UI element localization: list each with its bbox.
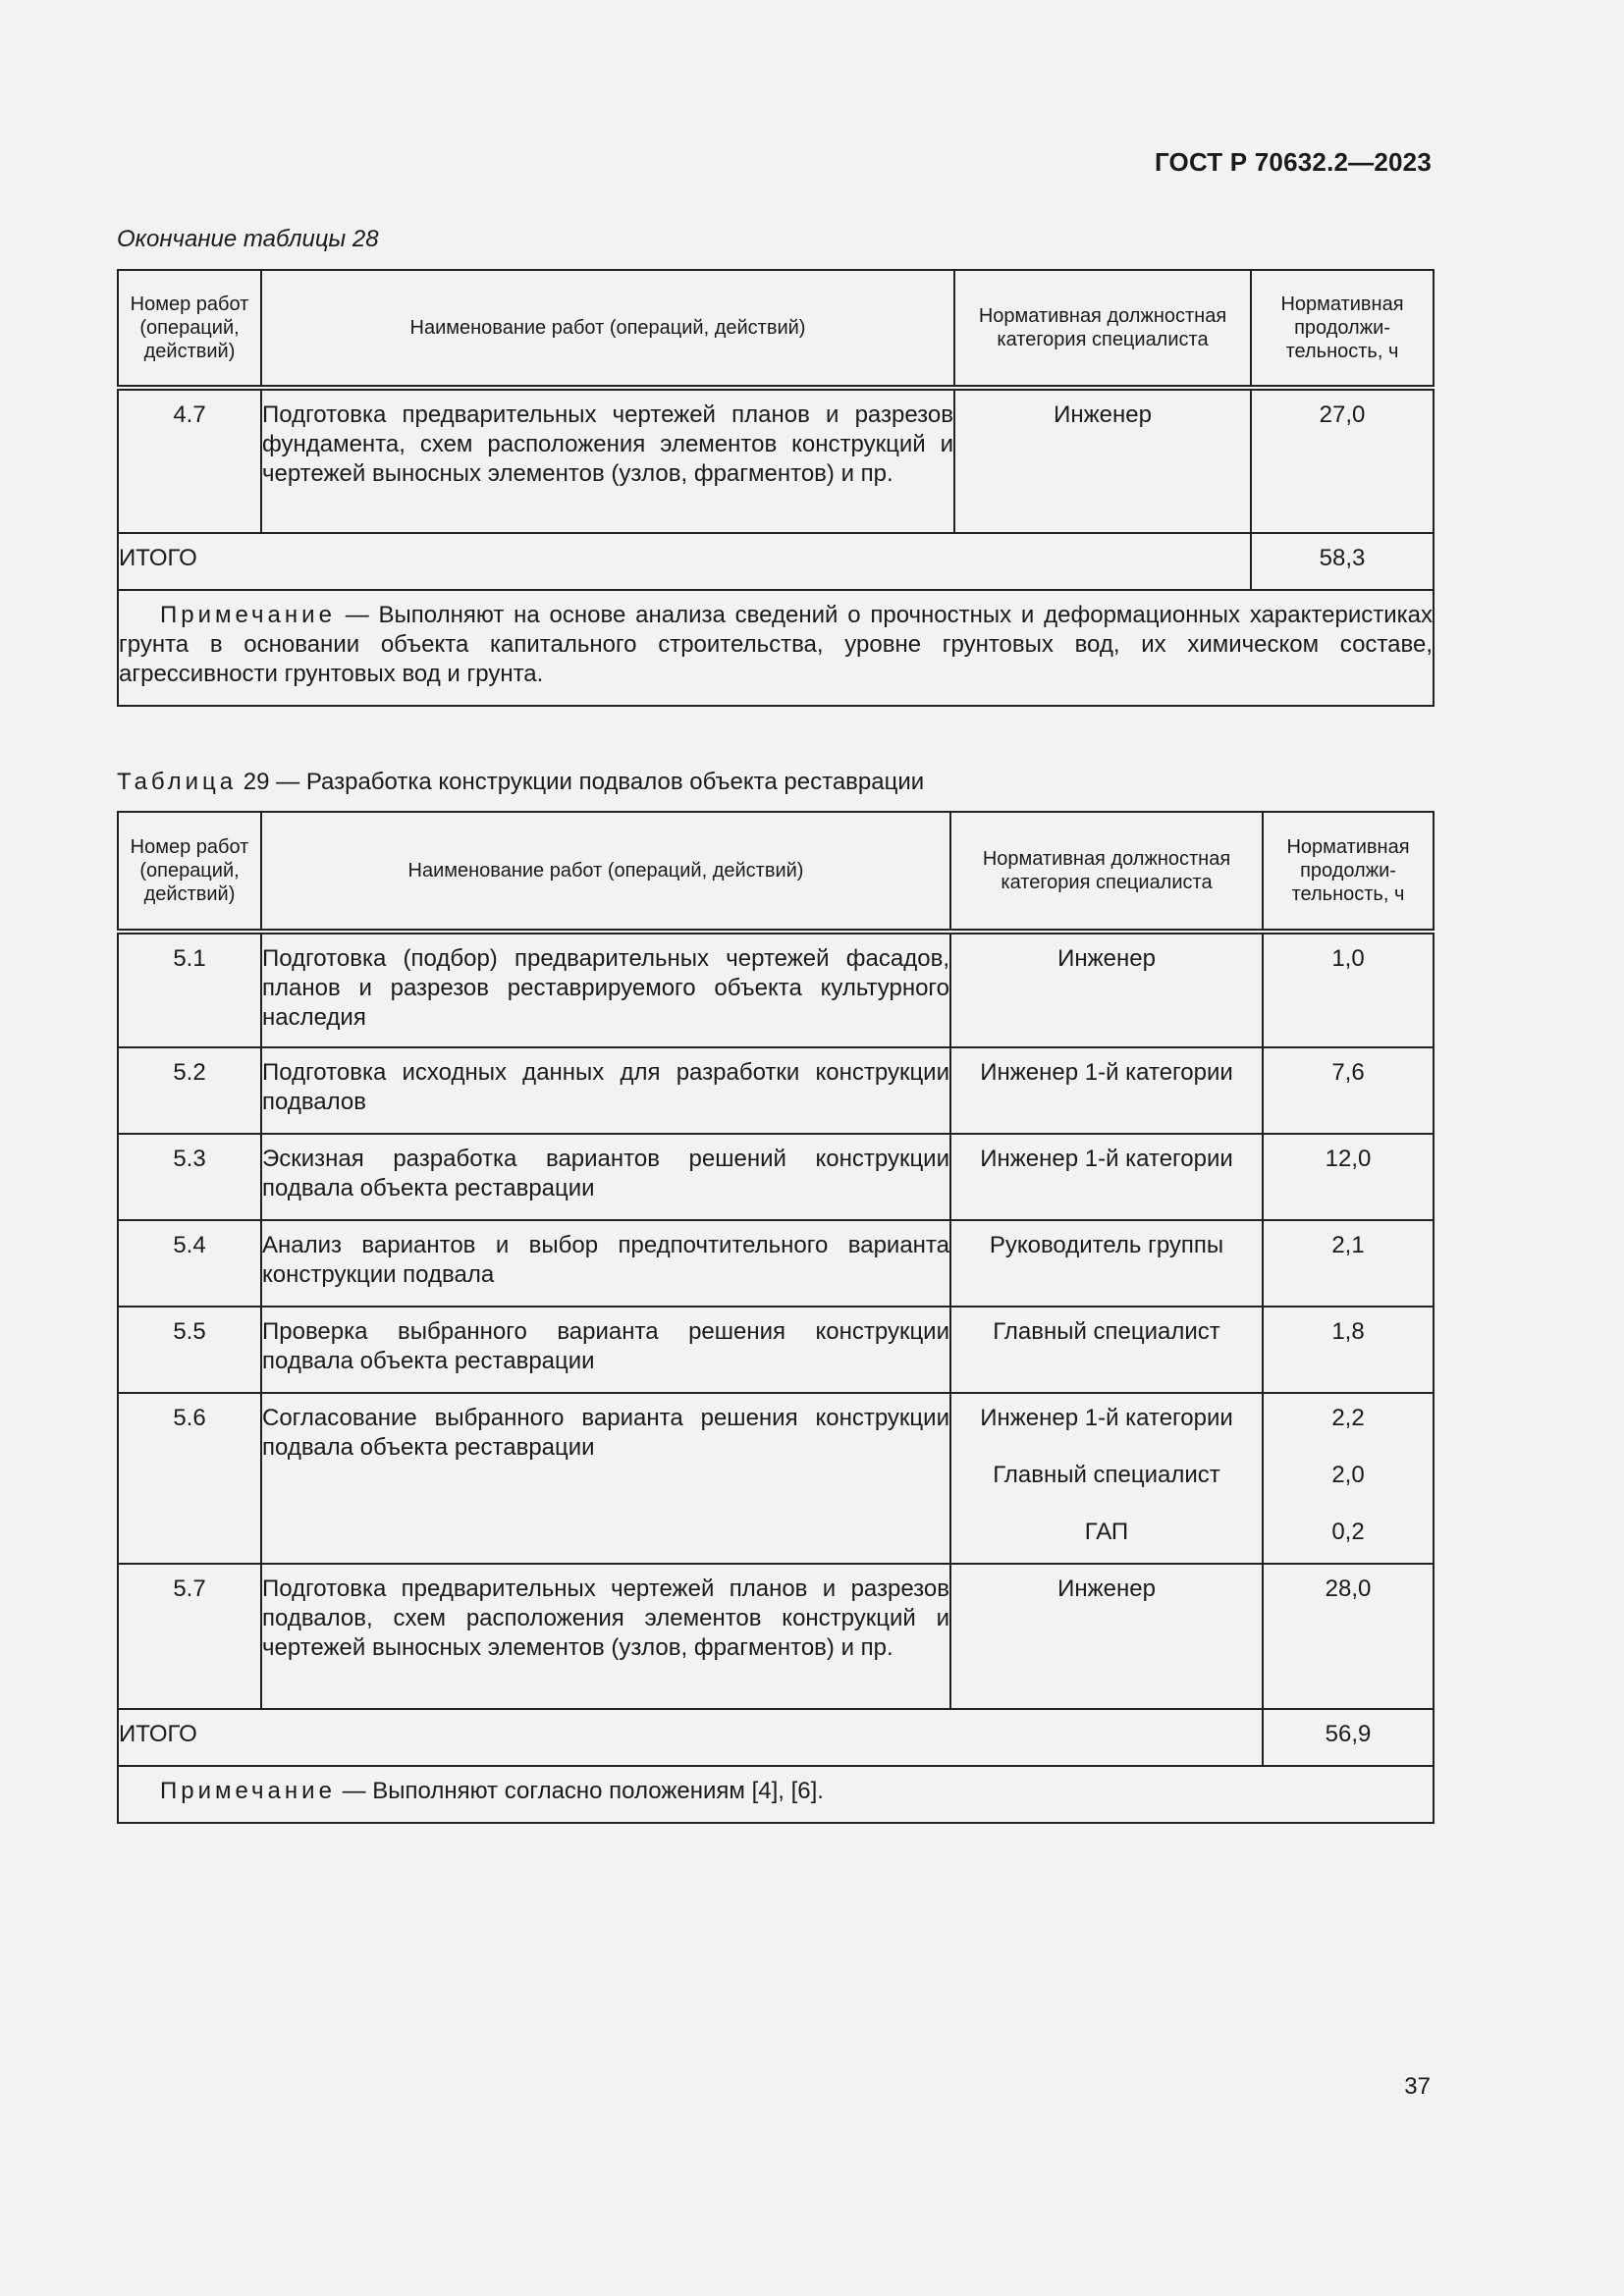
table-29-caption-word: Таблица — [117, 769, 238, 795]
table-row — [118, 1564, 1434, 1709]
total-label: ИТОГО — [118, 1709, 1263, 1766]
specialist-category: Главный специалист — [993, 1462, 1220, 1488]
total-value: 56,9 — [1263, 1709, 1434, 1766]
table-row — [118, 932, 1434, 1047]
column-header-duration: Нормативная продолжи-тельность, ч — [1263, 812, 1434, 932]
column-header-category: Нормативная должностная категория специалиста — [950, 812, 1263, 932]
specialist-category: Главный специалист — [950, 1307, 1263, 1393]
specialist-category: Руководитель группы — [950, 1220, 1263, 1307]
work-number: 4.7 — [118, 388, 261, 533]
document-designation: ГОСТ Р 70632.2—2023 — [1154, 147, 1432, 177]
work-duration: 28,0 — [1263, 1564, 1434, 1709]
column-header-number: Номер работ (операций, действий) — [118, 270, 261, 388]
column-header-category: Нормативная должностная категория специалиста — [954, 270, 1251, 388]
table-row — [118, 1047, 1434, 1134]
table-row — [118, 1393, 1434, 1564]
work-number: 5.1 — [118, 932, 261, 1047]
work-duration: 2,0 — [1331, 1462, 1365, 1488]
note-label: Примечание — [160, 602, 336, 628]
table-row — [118, 388, 1434, 533]
specialist-category: Инженер — [954, 388, 1251, 533]
note-row — [118, 1766, 1434, 1823]
specialist-category-list — [950, 1393, 1263, 1564]
specialist-category: Инженер 1-й категории — [980, 1405, 1233, 1431]
table-29-caption-title: 29 — Разработка конструкции подвалов объекта реставрации — [243, 769, 925, 795]
work-number: 5.4 — [118, 1220, 261, 1307]
note-label: Примечание — [160, 1778, 336, 1804]
work-duration-list — [1263, 1393, 1434, 1564]
work-duration: 7,6 — [1263, 1047, 1434, 1134]
work-name: Эскизная разработка вариантов решений конструкции подвала объекта реставрации — [261, 1134, 950, 1220]
specialist-category: Инженер — [950, 1564, 1263, 1709]
work-number: 5.6 — [118, 1393, 261, 1564]
column-header-name: Наименование работ (операций, действий) — [261, 812, 950, 932]
table-row — [118, 1307, 1434, 1393]
table-note — [118, 1766, 1434, 1823]
work-name: Проверка выбранного варианта решения конструкции подвала объекта реставрации — [261, 1307, 950, 1393]
table-28-continuation-caption: Окончание таблицы 28 — [117, 226, 379, 252]
column-header-number: Номер работ (операций, действий) — [118, 812, 261, 932]
table-row — [118, 1134, 1434, 1220]
note-row — [118, 590, 1434, 706]
table-29-caption — [117, 769, 924, 796]
work-duration: 12,0 — [1263, 1134, 1434, 1220]
table-note — [118, 590, 1434, 706]
specialist-category: Инженер 1-й категории — [950, 1047, 1263, 1134]
work-number: 5.2 — [118, 1047, 261, 1134]
work-duration: 27,0 — [1251, 388, 1434, 533]
total-row — [118, 1709, 1434, 1766]
specialist-category: Инженер 1-й категории — [950, 1134, 1263, 1220]
page-number: 37 — [1404, 2073, 1431, 2100]
work-duration: 2,1 — [1263, 1220, 1434, 1307]
work-name: Подготовка предварительных чертежей планов и разрезов фундамента, схем расположения элементов конструкций и чертежей выносных элементов (узлов, фрагментов) и пр. — [261, 388, 954, 533]
work-number: 5.3 — [118, 1134, 261, 1220]
specialist-category: Инженер — [950, 932, 1263, 1047]
work-name: Анализ вариантов и выбор предпочтительного варианта конструкции подвала — [261, 1220, 950, 1307]
total-label: ИТОГО — [118, 533, 1251, 590]
work-duration: 1,0 — [1263, 932, 1434, 1047]
work-duration: 2,2 — [1331, 1405, 1365, 1431]
total-row — [118, 533, 1434, 590]
work-name: Подготовка (подбор) предварительных чертежей фасадов, планов и разрезов реставрируемого объекта культурного наследия — [261, 932, 950, 1047]
work-name: Согласование выбранного варианта решения конструкции подвала объекта реставрации — [261, 1393, 950, 1564]
table-28 — [117, 269, 1435, 707]
specialist-category: ГАП — [1084, 1519, 1129, 1545]
table-row — [118, 1220, 1434, 1307]
work-duration: 1,8 — [1263, 1307, 1434, 1393]
column-header-duration: Нормативная продолжи-тельность, ч — [1251, 270, 1434, 388]
work-number: 5.7 — [118, 1564, 261, 1709]
note-text: — Выполняют на основе анализа сведений о прочностных и деформационных характеристиках грунта в основании объекта капитального строительства, уровне грунтовых вод, их химическом составе, агрессивности грунтовых вод и грунта. — [119, 602, 1433, 687]
table-29 — [117, 811, 1435, 1824]
work-duration: 0,2 — [1331, 1519, 1365, 1545]
total-value: 58,3 — [1251, 533, 1434, 590]
work-name: Подготовка предварительных чертежей планов и разрезов подвалов, схем расположения элементов конструкций и чертежей выносных элементов (узлов, фрагментов) и пр. — [261, 1564, 950, 1709]
work-number: 5.5 — [118, 1307, 261, 1393]
column-header-name: Наименование работ (операций, действий) — [261, 270, 954, 388]
work-name: Подготовка исходных данных для разработки конструкции подвалов — [261, 1047, 950, 1134]
note-text: — Выполняют согласно положениям [4], [6]. — [335, 1778, 824, 1804]
